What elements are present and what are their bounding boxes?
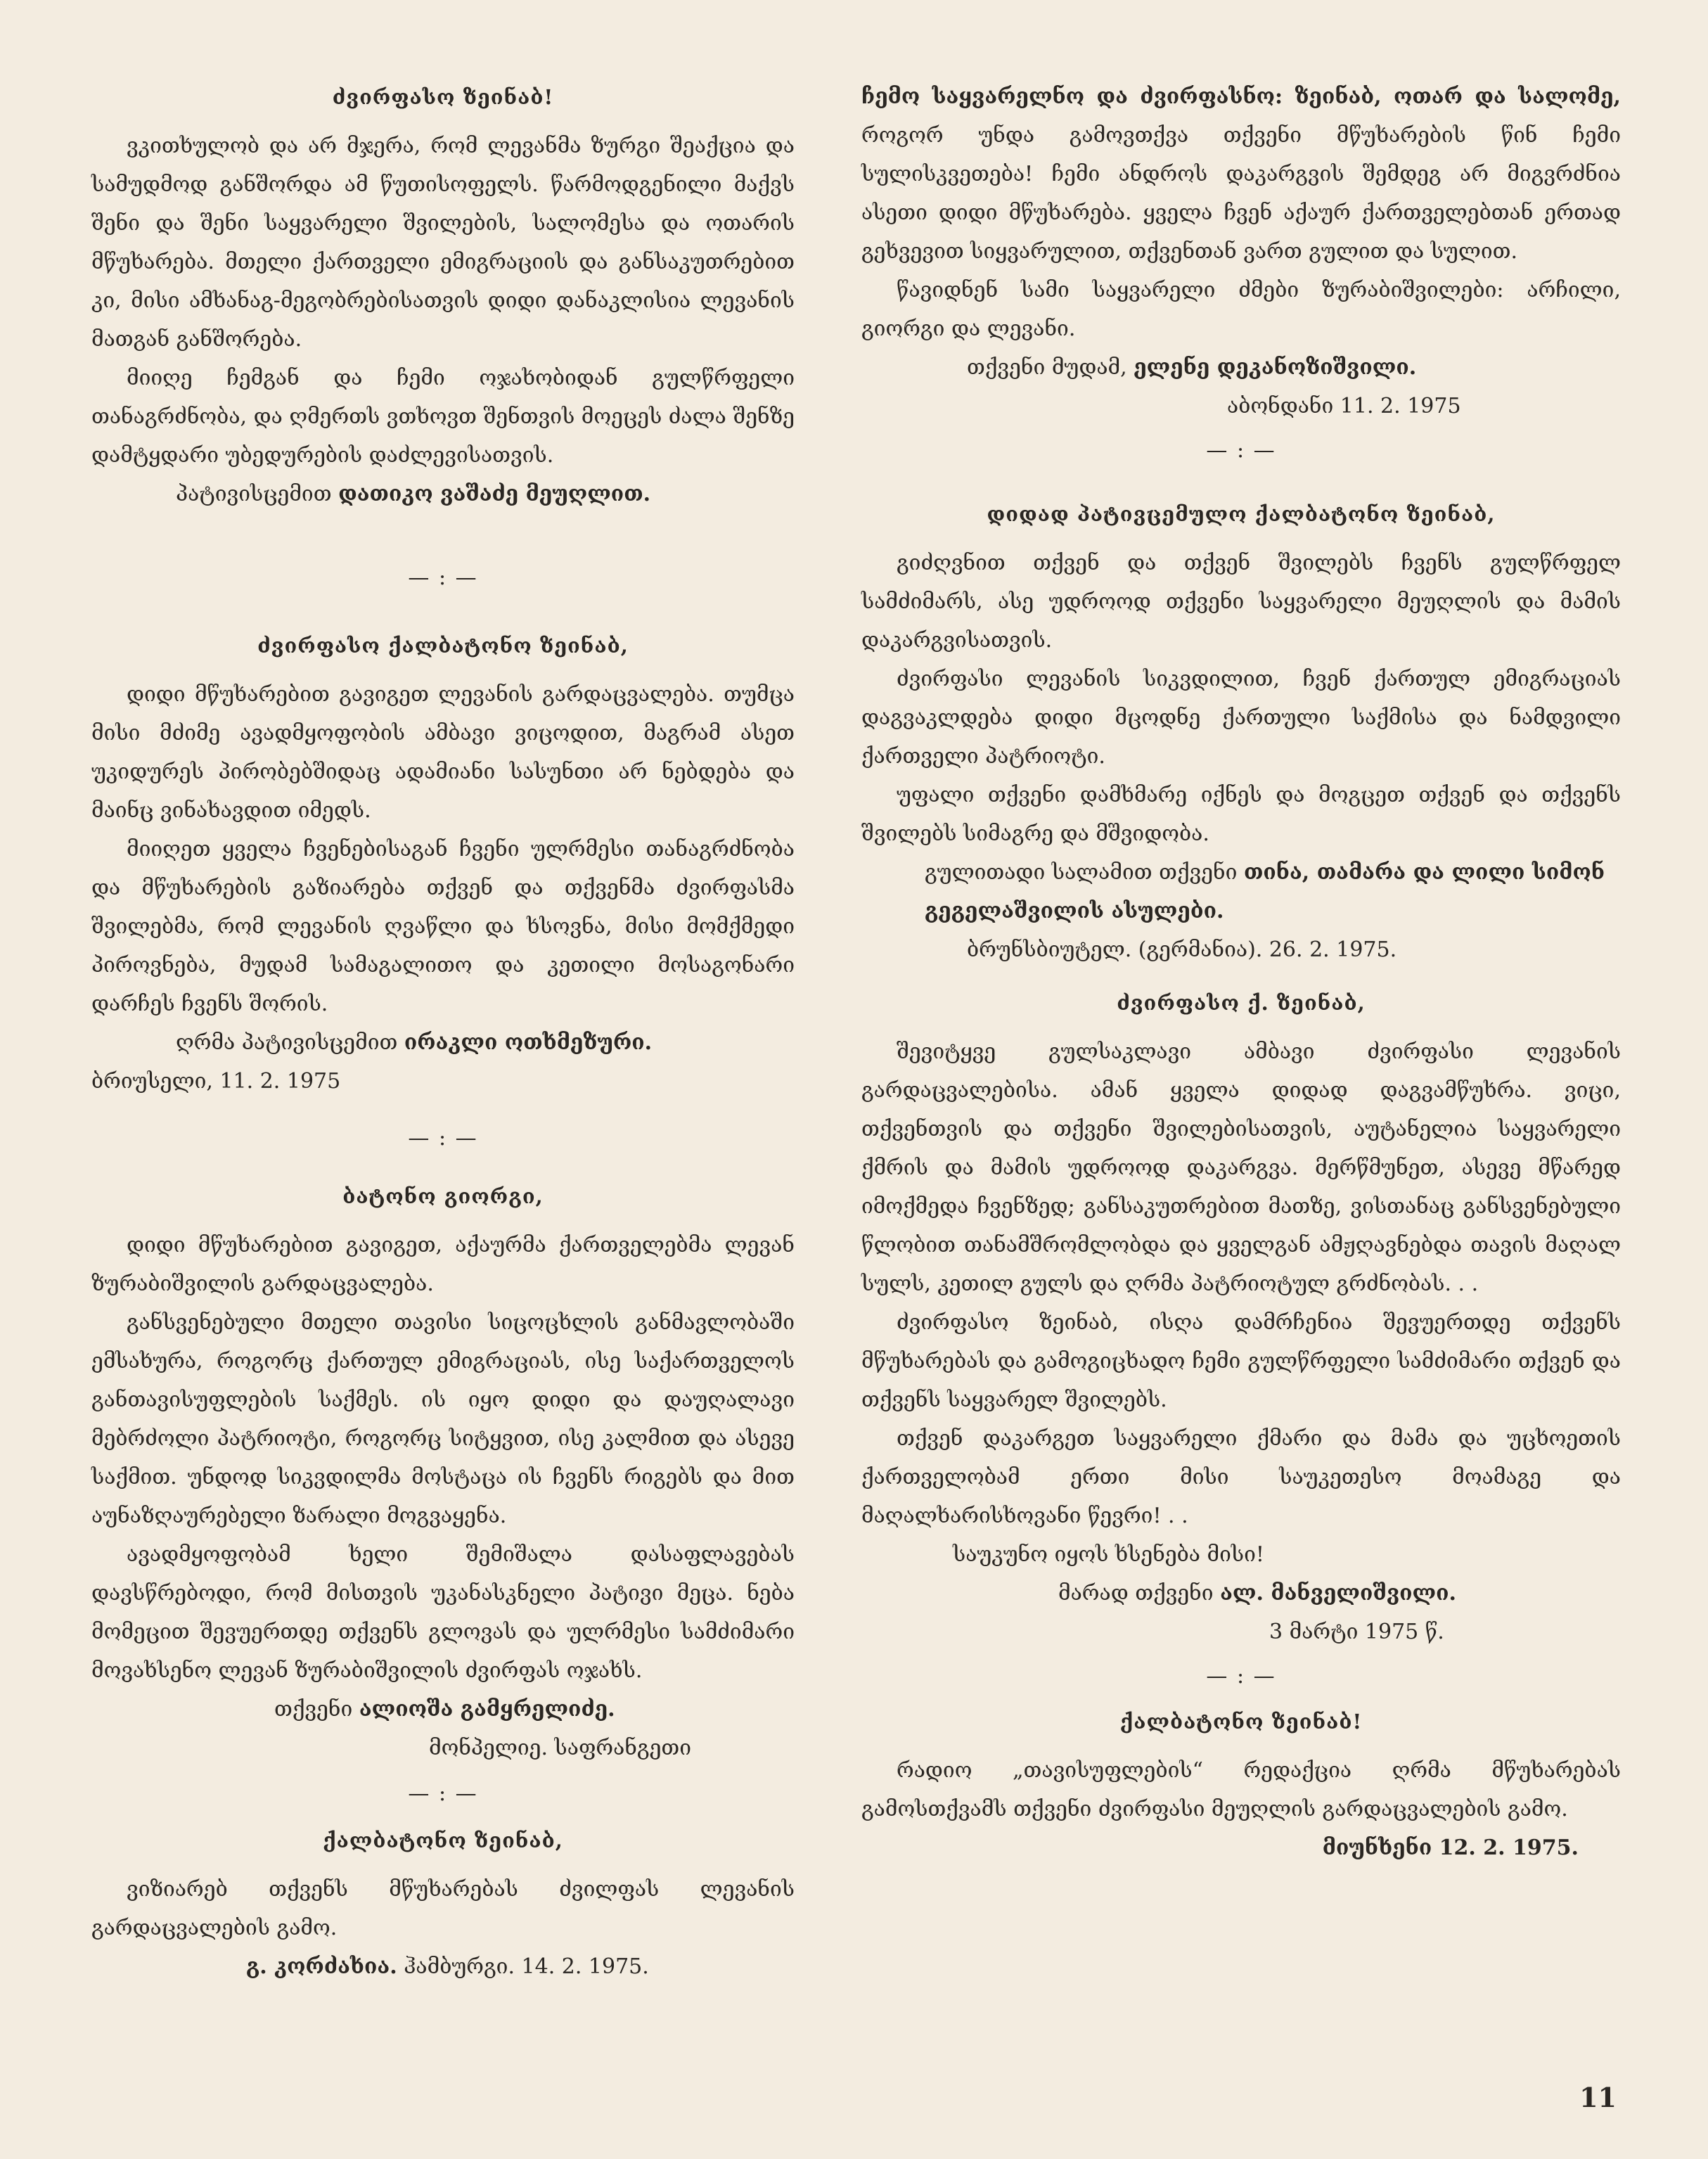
right-column [861,77,1621,1867]
letter-paragraph: უფალი თქვენი დამხმარე იქნეს და მოგცეთ თქვენ და თქვენს შვილებს სიმაგრე და მშვიდობა. [861,783,1621,846]
letter-signature [91,1690,795,1729]
signature-prefix: მარად თქვენი [1058,1581,1214,1606]
letter-place-date: მიუნხენი 12. 2. 1975. [1322,1836,1579,1860]
separator: — : — [408,1126,478,1151]
letter-title: ჩემო საყვარელნო და ძვირფასნო: ზეინაბ, ოთარ და სალომე, [861,84,1621,109]
letter-place-date: 3 მარტი 1975 წ. [1269,1620,1444,1644]
signature-name: ალიოშა გამყრელიძე. [359,1697,615,1722]
letter-paragraph: საუკუნო იყოს ხსენება მისი! [953,1542,1264,1567]
letter-title: დიდად პატივცემულო ქალბატონო ზეინაბ, [987,502,1496,526]
separator: — : — [1206,438,1276,463]
letter-paragraph: დიდი მწუხარებით გავიგეთ, აქაურმა ქართველებმა ლევან ზურაბიშვილის გარდაცვალება. [91,1233,795,1296]
letter-vashadze [91,77,795,513]
signature-prefix: პატივისცემით [176,482,332,506]
letter-kordzakhia [91,1821,795,1986]
signature-prefix: თქვენი [274,1697,353,1722]
letter-paragraph: გიძღვნით თქვენ და თქვენ შვილებს ჩვენს გულწრფელ სამძიმარს, ასე უდროოდ თქვენი საყვარელი მეუღლის და მამის დაკარგვისათვის. [861,551,1621,653]
signature-name: გ. კორძახია. [246,1954,397,1979]
signature-name: თინა, თამარა და ლილი სიმონ გეგელაშვილის ასულები. [925,860,1605,923]
letter-signature [861,348,1621,387]
letter-paragraph: ავადმყოფობამ ხელი შემიშალა დასაფლავებას დავსწრებოდი, რომ მისთვის უკანასკნელი პატივი მეცა. ნება მომეცით შევუერთდე თქვენს გლოვას და ულრმესი სამძიმარი მოვახსენო ლევან ზურაბიშვილის ძვირფას ოჯახს. [91,1542,795,1683]
signature-prefix: ღრმა პატივისცემით [176,1030,398,1055]
letter-signature [91,475,795,513]
signature-prefix: გულითადი სალამით თქვენი [925,860,1238,885]
letter-paragraph: ვიზიარებ თქვენს მწუხარებას ძვილფას ლევანის გარდაცვალების გამო. [91,1877,795,1940]
letter-title: ძვირფასო ზეინაბ! [332,85,554,109]
left-column [91,77,795,1986]
letter-paragraph: დიდი მწუხარებით გავიგეთ ლევანის გარდაცვალება. თუმცა მისი მძიმე ავადმყოფობის ამბავი ვიცოდით, მაგრამ ასეთ უკიდურეს პირობებშიდაც ადამიანი სასუნთი არ ნებდება და მაინც ვინახავდით იმედს. [91,682,795,823]
letter-paragraph: ძვირფასო ზეინაბ, ისღა დამრჩენია შევუერთდე თქვენს მწუხარებას და გამოგიცხადო ჩემი გულწრფელი სამძიმარი თქვენ და თქვენს საყვარელ შვილებს. [861,1310,1621,1412]
letter-paragraph: განსვენებული მთელი თავისი სიცოცხლის განმავლობაში ემსახურა, როგორც ქართულ ემიგრაციას, ისე საქართველოს განთავისუფლების საქმეს. ის იყო დიდი და დაუღალავი მებრძოლი პატრიოტი, როგორც სიტყვით, ისე კალმით და ასევე საქმით. უნდოდ სიკვდილმა მოსტაცა ის ჩვენს რიგებს და მით აუნაზღაურებელი ზარალი მოგვაყენა. [91,1310,795,1528]
separator: — : — [408,1781,478,1806]
letter-title: ბატონო გიორგი, [342,1184,544,1208]
letter-signature [91,1023,795,1062]
letter-title: ძვირფასო ქ. ზეინაბ, [1117,991,1366,1015]
signature-prefix: თქვენი მუდამ, [967,355,1127,380]
signature-name: ალ. მანველიშვილი. [1220,1581,1456,1606]
letter-body: როგორ უნდა გამოვთქვა თქვენი მწუხარების წინ ჩემი სულისკვეთება! ჩემი ანდროს დაკარგვის შემდეგ არ მიგვრძნია ასეთი დიდი მწუხარება. ყველა ჩვენ აქაურ ქართველებთან ერთად გეხვევით სიყვარულით, თქვენთან ვართ გულით და სულით. [861,123,1621,264]
letter-manvelishvili [861,983,1621,1651]
letter-paragraph: მიიღეთ ყველა ჩვენებისაგან ჩვენი ულრმესი თანაგრძნობა და მწუხარების გაზიარება თქვენ და თქვენმა ძვირფასმა შვილებმა, რომ ლევანის ღვაწლი და ხსოვნა, მისი მომქმედი პიროვნება, მუდამ სამაგალითო და კეთილი მოსაგონარი დარჩეს ჩვენს შორის. [91,837,795,1016]
page-number: 11 [1579,2082,1617,2113]
letter-paragraph: თქვენ დაკარგეთ საყვარელი ქმარი და მამა და უცხოეთის ქართველობამ ერთი მისი საუკეთესო მოამაგე და მაღალხარისხოვანი წევრი! . . [861,1426,1621,1528]
letter-paragraph: ძვირფასი ლევანის სიკვდილით, ჩვენ ქართულ ემიგრაციას დაგვაკლდება დიდი მცოდნე ქართული საქმისა და ნამდვილი ქართველი პატრიოტი. [861,667,1621,769]
signature-name: დათიკო ვაშაძე მეუღლით. [338,482,651,506]
letter-title: ქალბატონო ზეინაბ! [1119,1710,1363,1734]
signature-name: ირაკლი ოთხმეზური. [404,1030,653,1055]
letter-otkhmezuri [91,626,795,1101]
letter-paragraph [861,77,1621,271]
letter-paragraph: ვკითხულობ და არ მჯერა, რომ ლევანმა ზურგი შეაქცია და სამუდმოდ განშორდა ამ წუთისოფელს. წარმოდგენილი მაქვს შენი და შენი საყვარელი შვილების, სალომესა და ოთარის მწუხარება. მთელი ქართველი ემიგრაციის და განსაკუთრებით კი, მისი ამხანაგ-მეგობრებისათვის დიდი დანაკლისია ლევანის მათგან განშორება. [91,134,795,352]
letter-signature [861,1574,1621,1613]
letter-paragraph: შევიტყვე გულსაკლავი ამბავი ძვირფასი ლევანის გარდაცვალებისა. ამან ყველა დიდად დაგვამწუხრა. ვიცი, თქვენთვის და თქვენი შვილებისათვის, აუტანელია საყვარელი ქმრის და მამის უდროოდ დაკარგვა. მერწმუნეთ, ასევე მწარედ იმოქმედა ჩვენზედ; განსაკუთრებით მათზე, ვისთანაც განსვენებული წლობით თანამშრომლობდა და ყველგან ამჟღავნებდა თავის მაღალ სულს, კეთილ გულს და ღრმა პატრიოტულ გრძნობას. . . [861,1039,1621,1296]
separator: — : — [1206,1664,1276,1689]
letter-gamkrelidze [91,1177,795,1767]
letter-title: ძვირფასო ქალბატონო ზეინაბ, [257,634,629,658]
letter-signature [91,1947,795,1986]
letter-signature [861,853,1621,930]
letter-radio-liberty [861,1702,1621,1867]
letter-place-date: ბრუნსბიუტელ. (გერმანია). 26. 2. 1975. [967,937,1397,962]
signature-name: ელენე დეკანოზიშვილი. [1134,355,1417,380]
letter-paragraph: მიიღე ჩემგან და ჩემი ოჯახობიდან გულწრფელი თანაგრძნობა, და ღმერთს ვთხოვთ შენთვის მოეცეს ძალა შენზე დამტყდარი უბედურების დაძლევისათვის. [91,366,795,468]
letter-title: ქალბატონო ზეინაბ, [323,1828,563,1852]
letter-gegelashvili [861,494,1621,969]
letter-place-date: ჰამბურგი. 14. 2. 1975. [404,1954,649,1979]
letter-paragraph: რადიო „თავისუფლების“ რედაქცია ღრმა მწუხარებას გამოსთქვამს თქვენი ძვირფასი მეუღლის გარდაცვალების გამო. [861,1758,1621,1821]
letter-dekanozishvili [861,77,1621,425]
separator: — : — [408,565,478,590]
letter-place-date: აბონდანი 11. 2. 1975 [1227,394,1461,418]
letter-paragraph: წავიდნენ სამი საყვარელი ძმები ზურაბიშვილები: არჩილი, გიორგი და ლევანი. [861,278,1621,341]
letter-place-date: მონპელიე. საფრანგეთი [429,1736,692,1760]
letter-place-date: ბრიუსელი, 11. 2. 1975 [91,1069,341,1094]
